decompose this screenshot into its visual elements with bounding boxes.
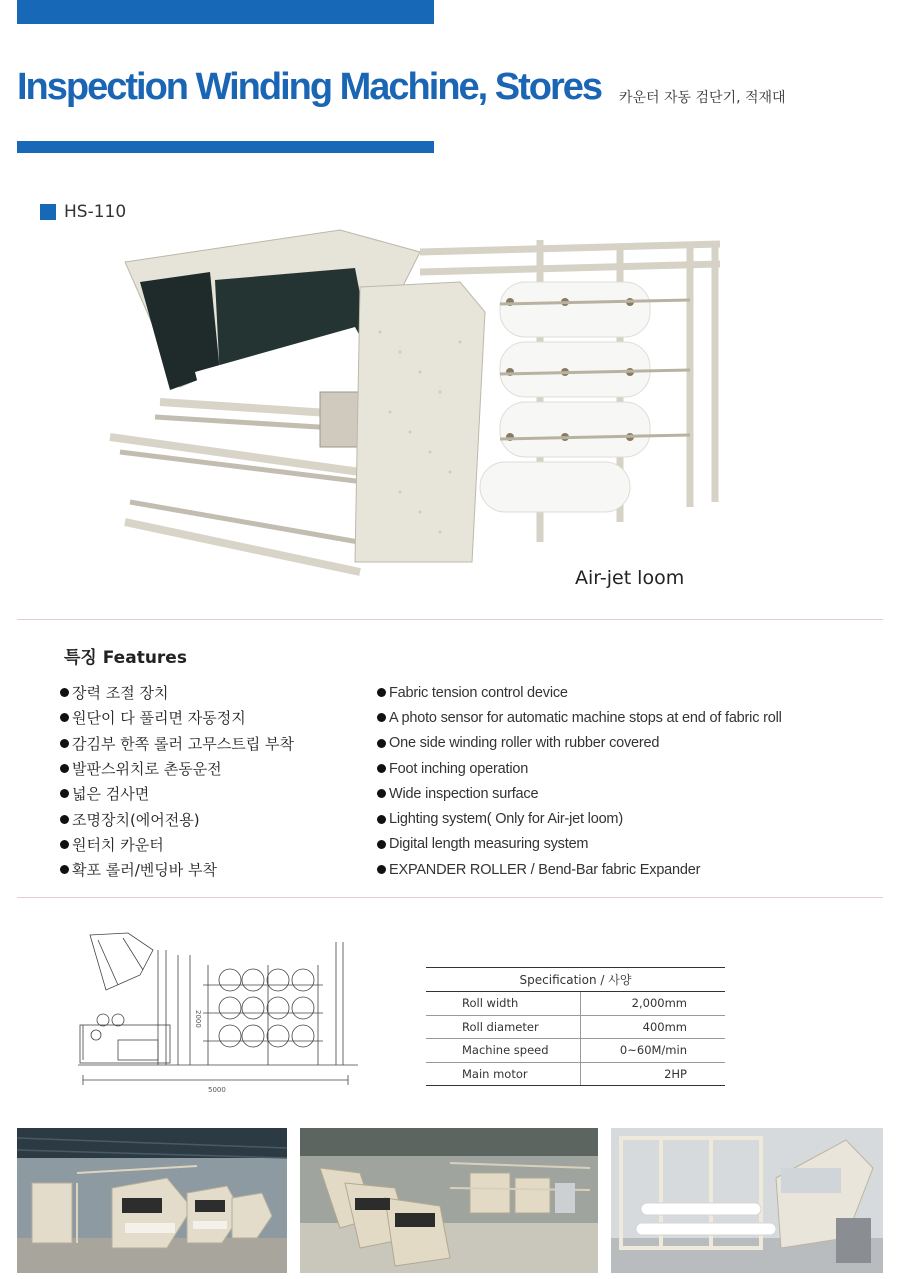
- list-item: Lighting system( Only for Air-jet loom): [377, 806, 782, 831]
- spec-value: 0~60M/min: [580, 1039, 725, 1063]
- technical-drawing: [78, 930, 358, 1095]
- features-list-korean: [60, 680, 294, 882]
- drawing-dim-width: 5000: [208, 1086, 226, 1094]
- section-divider: [17, 897, 883, 898]
- bullet-icon: [60, 688, 69, 697]
- spec-value: 2,000mm: [580, 992, 725, 1016]
- bullet-icon: [377, 840, 386, 849]
- bullet-icon: [377, 739, 386, 748]
- spec-label: Machine speed: [426, 1039, 580, 1063]
- bullet-icon: [60, 739, 69, 748]
- bullet-icon: [377, 688, 386, 697]
- bullet-icon: [60, 840, 69, 849]
- page-title: Inspection Winding Machine, Stores: [17, 66, 602, 108]
- list-item: 발판스위치로 촌동운전: [60, 756, 294, 781]
- page-subtitle-korean: 카운터 자동 검단기, 적재대: [619, 90, 786, 106]
- section-divider: [17, 619, 883, 620]
- features-list-english: [377, 680, 782, 882]
- bullet-icon: [60, 764, 69, 773]
- bullet-icon: [377, 865, 386, 874]
- spec-table: [426, 967, 725, 1086]
- list-item: Wide inspection surface: [377, 781, 782, 806]
- list-item: 조명장치(에어전용): [60, 806, 294, 831]
- machine-photo: [100, 222, 740, 592]
- list-item: 넓은 검사면: [60, 781, 294, 806]
- list-item: 원터치 카운터: [60, 832, 294, 857]
- factory-photo-3: [611, 1128, 883, 1273]
- spec-label: Roll diameter: [426, 1015, 580, 1039]
- features-heading: 특징 Features: [64, 648, 187, 668]
- spec-label: Main motor: [426, 1062, 580, 1086]
- list-item: One side winding roller with rubber covered: [377, 731, 782, 756]
- bullet-icon: [377, 789, 386, 798]
- factory-photo-2: [300, 1128, 598, 1273]
- list-item: A photo sensor for automatic machine stops at end of fabric roll: [377, 705, 782, 730]
- list-item: 감김부 한쪽 롤러 고무스트립 부착: [60, 731, 294, 756]
- bullet-icon: [60, 815, 69, 824]
- list-item: Digital length measuring system: [377, 832, 782, 857]
- bullet-icon: [377, 713, 386, 722]
- drawing-dim-height: 2000: [194, 1010, 202, 1028]
- list-item: Foot inching operation: [377, 756, 782, 781]
- list-item: 확포 롤러/벤딩바 부착: [60, 857, 294, 882]
- spec-heading: Specification / 사양: [426, 968, 725, 992]
- bullet-icon: [377, 815, 386, 824]
- model-number: HS-110: [64, 202, 127, 222]
- list-item: EXPANDER ROLLER / Bend-Bar fabric Expander: [377, 857, 782, 882]
- factory-photo-1: [17, 1128, 287, 1273]
- table-row: [426, 1062, 725, 1086]
- table-row: [426, 1039, 725, 1063]
- bullet-icon: [377, 764, 386, 773]
- table-row: [426, 992, 725, 1016]
- spec-value: 400mm: [580, 1015, 725, 1039]
- title-underline-bar: [17, 141, 434, 153]
- bullet-icon: [60, 789, 69, 798]
- spec-label: Roll width: [426, 992, 580, 1016]
- list-item: 원단이 다 풀리면 자동정지: [60, 705, 294, 730]
- top-accent-bar: [17, 0, 434, 24]
- spec-table-header: [426, 968, 725, 992]
- square-bullet-icon: [40, 204, 56, 220]
- bullet-icon: [60, 713, 69, 722]
- table-row: [426, 1015, 725, 1039]
- bullet-icon: [60, 865, 69, 874]
- list-item: Fabric tension control device: [377, 680, 782, 705]
- image-caption: Air-jet loom: [575, 567, 685, 589]
- list-item: 장력 조절 장치: [60, 680, 294, 705]
- spec-value: 2HP: [580, 1062, 725, 1086]
- model-label: [40, 202, 126, 222]
